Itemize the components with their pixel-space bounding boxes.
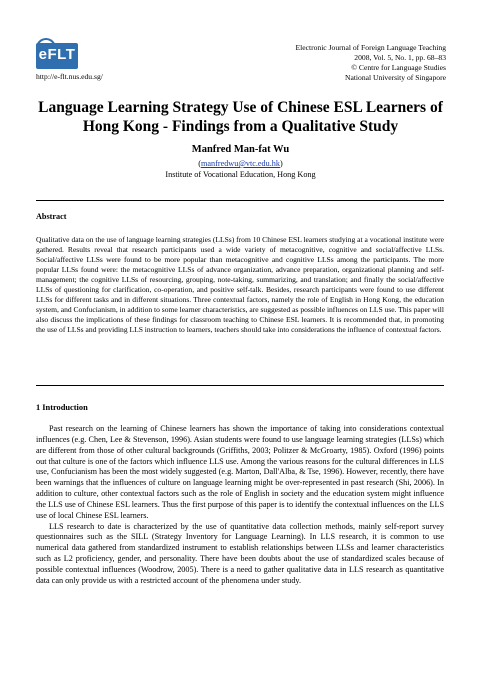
abstract-text: Qualitative data on the use of language learning strategies (LLSs) from 10 Chinese ESL learners studying at a vocational institute were gathered. Results reveal that research participants used a wide variety of metacognitive, cognitive and social/affective LLSs. Social/affective LLSs were found to be more popular than metacognitive and cognitive LLSs among the participants. The more popular LLSs found were: the metacognitive LLSs of advance organization, advance preparation, organizational planning and self-management; the cognitive LLSs of resourcing, grouping, note-taking, summarizing, and translation; and finally the social/affective LLSs of questioning for clarification, co-operation, and positive self-talk. Besides, research participants were found to use different LLSs for different tasks and in different situations. Three contextual factors, namely the role of English in Hong Kong, the education system, and Confucianism, in addition to some learner characteristics, are suggested as possible influences on LLS use. This paper will also discuss the implications of these findings for classroom teaching to Chinese ESL learners. It is recommended that, in promoting the use of LLSs and providing LLS instruction to learners, teachers should take into considerations the influence of contextual factors. [36, 235, 444, 334]
email-open-paren: ( [198, 159, 202, 168]
introduction-paragraph: LLS research to date is characterized by the use of quantitative data collection methods, mainly self-report survey questionnaires such as the SILL (Strategy Inventory for Language Learning). In LLS research, it is common to use numerical data gathered from standardized instrument to establish relationships between LLSs and learner characteristics such as L2 proficiency, gender, and personality. There have been doubts about the use of standardized scales because of possible contextual influences (Woodrow, 2005). There is a need to gather qualitative data in LLS research as quantitative data can only provide us with a restricted account of the phenomena under study. [36, 521, 444, 585]
journal-volume: 2008, Vol. 5, No. 1, pp. 68–83 [354, 53, 446, 62]
author-email-link[interactable]: manfredwu@vtc.edu.hk [201, 159, 280, 168]
journal-logo [36, 43, 78, 69]
introduction-paragraph: Past research on the learning of Chinese learners has shown the importance of taking into considerations contextual influences (e.g. Chen, Lee & Stevenson, 1996). Asian students were found to use language learning strategies (LLSs) which are different from those of other cultural backgrounds (Griffiths, 2003; Politzer & McGroarty, 1985). Oxford (1996) points out that culture is one of the factors which influence LLS use. Among the various reasons for the cultural differences in LLS use, Confucianism has been the most widely suggested (e.g. Marton, Dall'Alba, & Tse, 1996). However, recently, there have been warnings that the influences of culture on language learning might be over-represented in past research (Shi, 2006). In addition to culture, other contextual factors such as the role of English in society and the education system might influence the LLS use of Chinese ESL learners. Thus the first purpose of this paper is to identify the contextual influences on the LLS use of local Chinese ESL learners. [36, 424, 444, 520]
abstract-bottom-rule [36, 385, 444, 386]
journal-info [295, 43, 446, 83]
introduction-body [36, 424, 444, 587]
email-close-paren: ) [279, 159, 283, 168]
author-name: Manfred Man-fat Wu [191, 144, 290, 155]
site-url[interactable]: http://e-flt.nus.edu.sg/ [36, 72, 103, 81]
journal-name: Electronic Journal of Foreign Language Teaching [295, 43, 446, 52]
section-heading-introduction: 1 Introduction [36, 403, 88, 412]
journal-university: National University of Singapore [344, 73, 446, 82]
author-email-line [0, 159, 481, 168]
logo-text: eFLT [38, 46, 76, 63]
abstract-top-rule [36, 200, 444, 201]
abstract-heading: Abstract [36, 212, 67, 221]
journal-copyright: © Centre for Language Studies [351, 63, 446, 72]
author-institute: Institute of Vocational Education, Hong Kong [165, 170, 316, 179]
paper-title: Language Learning Strategy Use of Chinese ESL Learners of Hong Kong - Findings from a Qualitative Study [38, 99, 443, 135]
